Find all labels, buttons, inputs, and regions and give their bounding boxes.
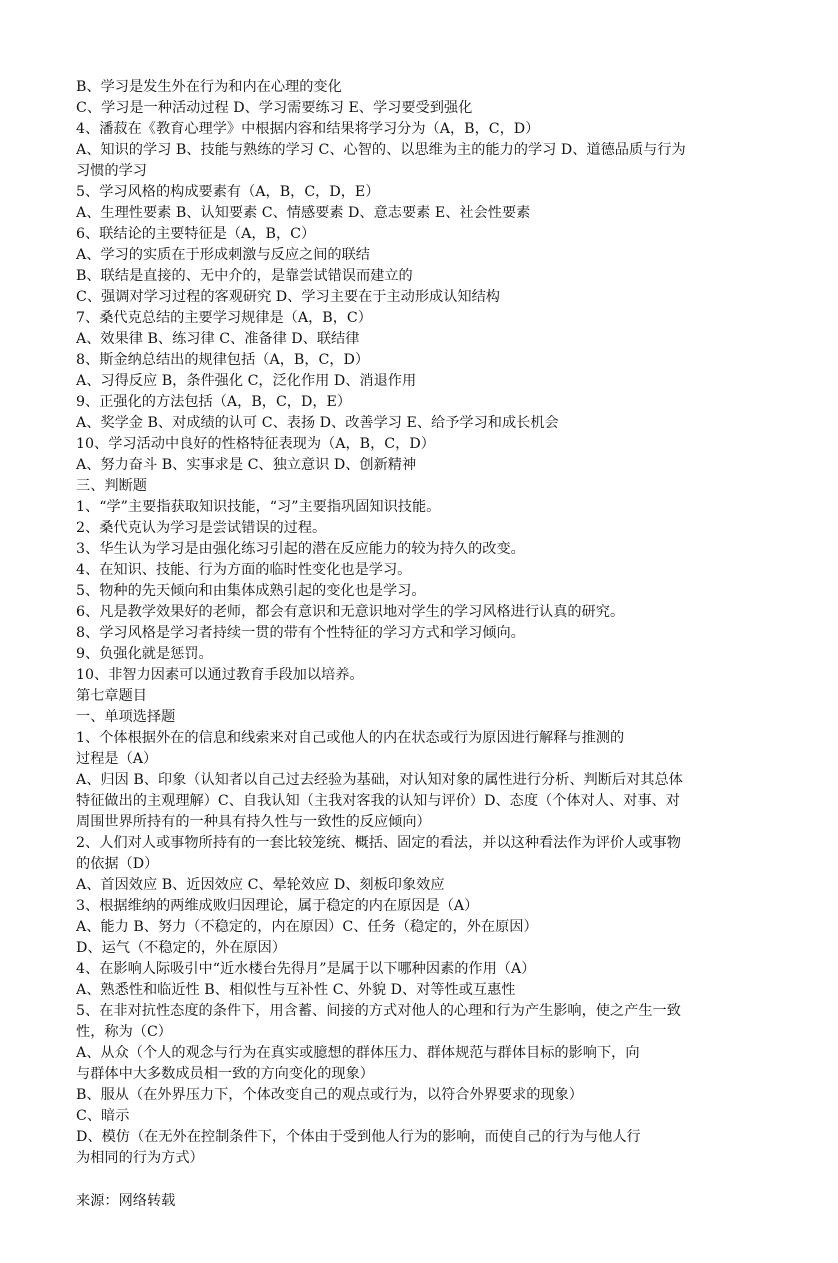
text-line: C、强调对学习过程的客观研究 D、学习主要在于主动形成认知结构 (76, 289, 500, 305)
text-line: 6、凡是教学效果好的老师，都会有意识和无意识地对学生的学习风格进行认真的研究。 (76, 604, 625, 620)
text-line: 8、学习风格是学习者持续一贯的带有个性特征的学习方式和学习倾向。 (76, 625, 525, 641)
text-line: 第七章题目 (76, 688, 147, 704)
text-line: 1、个体根据外在的信息和线索来对自己或他人的内在状态或行为原因进行解释与推测的 (76, 730, 625, 746)
text-line: A、知识的学习 B、技能与熟练的学习 C、心智的、以思维为主的能力的学习 D、道德品质与行为 (76, 142, 686, 158)
text-line: 习惯的学习 (76, 163, 147, 179)
text-line: 的依据（D） (76, 856, 159, 872)
text-line: 4、潘菽在《教育心理学》中根据内容和结果将学习分为（A，B，C，D） (76, 121, 540, 137)
document-page (76, 77, 766, 1212)
text-line: 与群体中大多数成员相一致的方向变化的现象） (76, 1066, 374, 1082)
text-line: A、归因 B、印象（认知者以自己过去经验为基础，对认知对象的属性进行分析、判断后对其总体 (76, 772, 683, 788)
text-line: A、生理性要素 B、认知要素 C、情感要素 D、意志要素 E、社会性要素 (76, 205, 531, 221)
text-line: 3、华生认为学习是由强化练习引起的潜在反应能力的较为持久的改变。 (76, 541, 525, 557)
text-line: 为相同的行为方式） (76, 1150, 204, 1166)
text-line: 一、单项选择题 (76, 709, 176, 725)
text-line: A、学习的实质在于形成刺激与反应之间的联结 (76, 247, 370, 263)
text-line: 4、在影响人际吸引中“近水楼台先得月”是属于以下哪种因素的作用（A） (76, 961, 536, 977)
text-line: B、服从（在外界压力下，个体改变自己的观点或行为，以符合外界要求的现象） (76, 1087, 583, 1103)
text-line: 三、判断题 (76, 478, 147, 494)
document-body (76, 77, 766, 1169)
text-line: 7、桑代克总结的主要学习规律是（A，B，C） (76, 310, 372, 326)
text-line: 6、联结论的主要特征是（A，B，C） (76, 226, 316, 242)
text-line: A、努力奋斗 B、实事求是 C、独立意识 D、创新精神 (76, 457, 417, 473)
text-line: B、联结是直接的、无中介的，是靠尝试错误而建立的 (76, 268, 413, 284)
source-line: 来源：网络转载 (76, 1193, 176, 1209)
text-line: 10、学习活动中良好的性格特征表现为（A，B，C，D） (76, 436, 435, 452)
text-line: 10、非智力因素可以通过教育手段加以培养。 (76, 667, 364, 683)
text-line: 2、人们对人或事物所持有的一套比较笼统、概括、固定的看法，并以这种看法作为评价人或事物 (76, 835, 681, 851)
text-line: A、首因效应 B、近因效应 C、晕轮效应 D、刻板印象效应 (76, 877, 445, 893)
text-line: D、运气（不稳定的，外在原因） (76, 940, 287, 956)
text-line: D、模仿（在无外在控制条件下，个体由于受到他人行为的影响，而使自己的行为与他人行 (76, 1129, 641, 1145)
text-line: 1、“学”主要指获取知识技能，“习”主要指巩固知识技能。 (76, 499, 441, 515)
text-line: C、学习是一种活动过程 D、学习需要练习 E、学习要受到强化 (76, 100, 473, 116)
text-line: A、熟悉性和临近性 B、相似性与互补性 C、外貌 D、对等性或互惠性 (76, 982, 516, 998)
text-line: 过程是（A） (76, 751, 158, 767)
text-line: 9、负强化就是惩罚。 (76, 646, 213, 662)
text-line: 5、物种的先天倾向和由集体成熟引起的变化也是学习。 (76, 583, 426, 599)
text-line: 周围世界所持有的一种具有持久性与一致性的反应倾向） (76, 814, 431, 830)
text-line: A、效果律 B、练习律 C、准备律 D、联结律 (76, 331, 360, 347)
text-line: C、暗示 (76, 1108, 130, 1124)
text-line: 5、在非对抗性态度的条件下，用含蓄、间接的方式对他人的心理和行为产生影响，使之产生一致 (76, 1003, 681, 1019)
text-line: A、从众（个人的观念与行为在真实或臆想的群体压力、群体规范与群体目标的影响下，向 (76, 1045, 640, 1061)
text-line: 5、学习风格的构成要素有（A，B，C，D，E） (76, 184, 380, 200)
text-line: 9、正强化的方法包括（A，B，C，D，E） (76, 394, 352, 410)
text-line: 特征做出的主观理解）C、自我认知（主我对客我的认知与评价）D、态度（个体对人、对事、对 (76, 793, 680, 809)
text-line: 2、桑代克认为学习是尝试错误的过程。 (76, 520, 327, 536)
text-line: A、能力 B、努力（不稳定的，内在原因）C、任务（稳定的，外在原因） (76, 919, 538, 935)
text-line: B、学习是发生外在行为和内在心理的变化 (76, 79, 342, 95)
text-line: 性，称为（C） (76, 1024, 172, 1040)
text-line: A、习得反应 B，条件强化 C，泛化作用 D、消退作用 (76, 373, 417, 389)
text-line: 8、斯金纳总结出的规律包括（A，B，C，D） (76, 352, 370, 368)
text-line: 4、在知识、技能、行为方面的临时性变化也是学习。 (76, 562, 412, 578)
text-line: 3、根据维纳的两维成败归因理论，属于稳定的内在原因是（A） (76, 898, 479, 914)
text-line: A、奖学金 B、对成绩的认可 C、表扬 D、改善学习 E、给予学习和成长机会 (76, 415, 559, 431)
